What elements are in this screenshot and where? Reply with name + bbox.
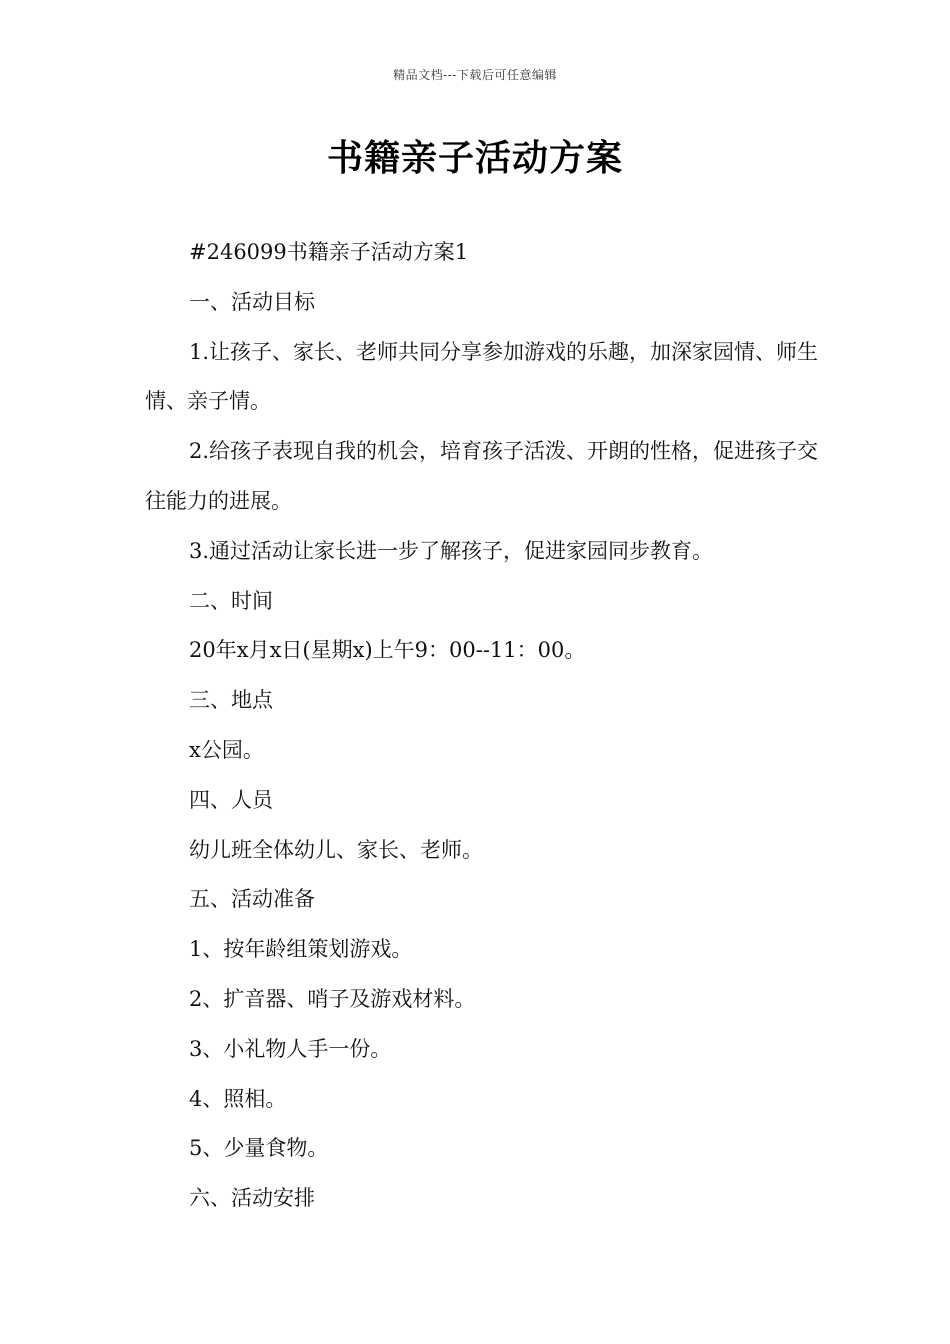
document-title: 书籍亲子活动方案 [326, 138, 623, 179]
time-detail: 20年x月x日(星期x)上午9：00--11：00。 [189, 638, 586, 663]
section-heading-schedule: 六、活动安排 [189, 1186, 315, 1211]
paragraph-subtitle: #246099书籍亲子活动方案1 [189, 240, 469, 264]
goal-item-2: 2.给孩子表现自我的机会，培育孩子活泼、开朗的性格，促进孩子交往能力的进展。 [145, 439, 819, 513]
section-heading-time: 二、时间 [189, 588, 273, 613]
goal-item-1: 1.让孩子、家长、老师共同分享参加游戏的乐趣，加深家园情、师生情、亲子情。 [145, 339, 819, 414]
preparation-item-2: 2、扩音器、哨子及游戏材料。 [189, 986, 476, 1011]
goal-item-3: 3.通过活动让家长进一步了解孩子，促进家园同步教育。 [189, 538, 714, 563]
section-heading-people: 四、人员 [189, 787, 273, 812]
document-body [145, 228, 825, 1224]
preparation-item-4: 4、照相。 [189, 1086, 287, 1111]
section-heading-goals: 一、活动目标 [189, 289, 315, 314]
header-note: 精品文档---下载后可任意编辑 [393, 68, 557, 82]
location-detail: x公园。 [189, 737, 264, 762]
section-heading-preparation: 五、活动准备 [189, 887, 315, 912]
people-detail: 幼儿班全体幼儿、家长、老师。 [189, 837, 483, 862]
section-heading-location: 三、地点 [189, 688, 273, 713]
preparation-item-1: 1、按年龄组策划游戏。 [189, 937, 413, 962]
preparation-item-3: 3、小礼物人手一份。 [189, 1036, 392, 1061]
preparation-item-5: 5、少量食物。 [189, 1136, 329, 1161]
